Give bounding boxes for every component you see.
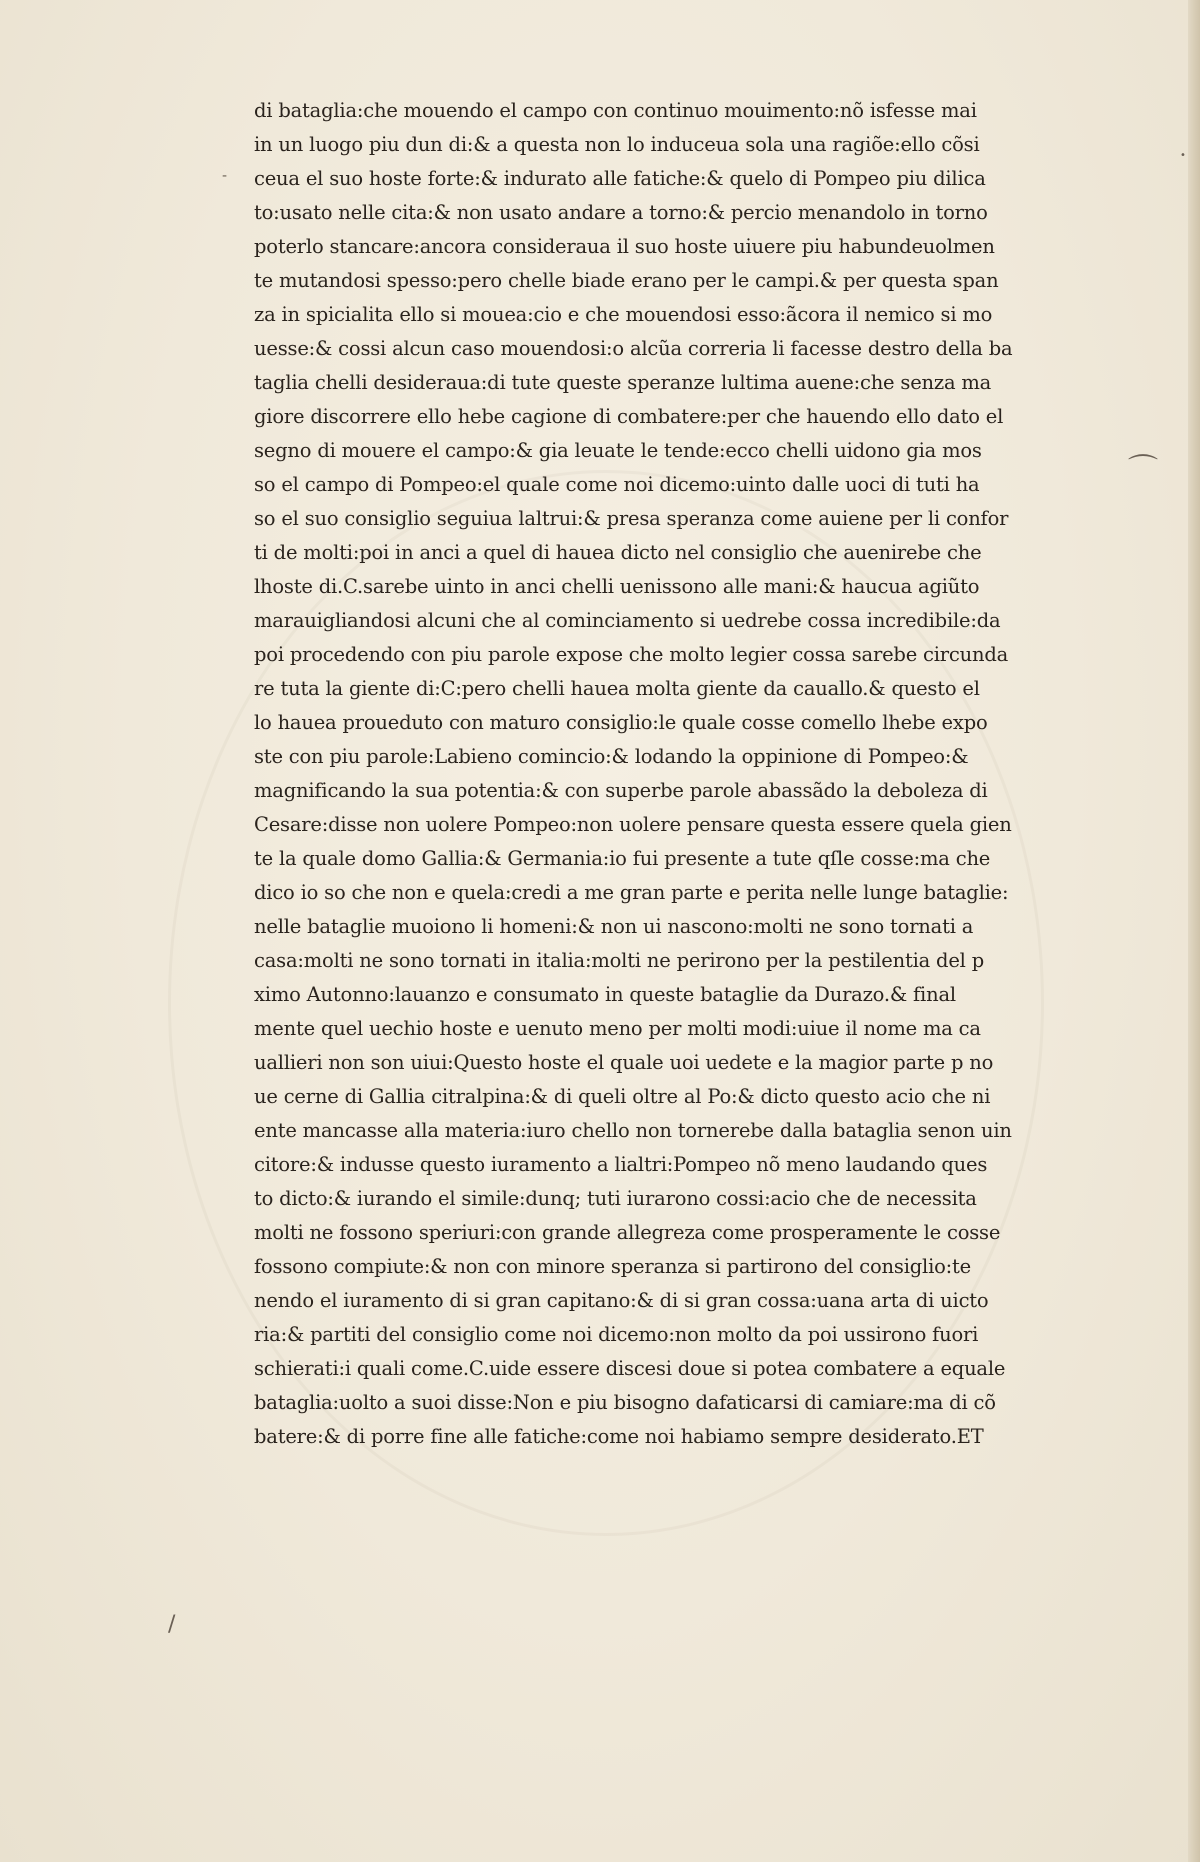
text-line: molti ne fossono speriuri:con grande allegreza come prosperamente le cosse [254,1221,1001,1244]
margin-stroke-mark: / [168,1612,176,1637]
text-line: Cesare:disse non uolere Pompeo:non uolere pensare questa essere quela gien [254,813,1012,836]
text-line: di bataglia:che mouendo el campo con continuo mouimento:nõ isfesse mai [254,99,977,122]
text-line: magnificando la sua potentia:& con superbe parole abassãdo la deboleza di [254,779,988,802]
text-line: schierati:i quali come.C.uide essere discesi doue si potea combatere a equale [254,1357,1006,1380]
margin-dot-mark: • [1180,150,1186,161]
margin-tick-mark: ‐ [222,168,228,184]
text-line: uallieri non son uiui:Questo hoste el quale uoi uedete e la magior parte p no [254,1051,994,1074]
text-line: nelle bataglie muoiono li homeni:& non ui nascono:molti ne sono tornati a [254,915,974,938]
text-line: to dicto:& iurando el simile:dunq; tuti iurarono cossi:acio che de necessita [254,1187,977,1210]
text-line: nendo el iuramento di si gran capitano:& di si gran cossa:uana arta di uicto [254,1289,989,1312]
text-line: so el campo di Pompeo:el quale come noi dicemo:uinto dalle uoci di tuti ha [254,473,980,496]
text-line: te mutandosi spesso:pero chelle biade erano per le campi.& per questa span [254,269,999,292]
text-line: giore discorrere ello hebe cagione di combatere:per che hauendo ello dato el [254,405,1004,428]
text-line: in un luogo piu dun di:& a questa non lo induceua sola una ragiõe:ello cõsi [254,133,980,156]
text-line: lhoste di.C.sarebe uinto in anci chelli uenissono alle mani:& haucua agiũto [254,575,980,598]
text-line: batere:& di porre fine alle fatiche:come noi habiamo sempre desiderato.ET [254,1425,984,1448]
text-line: taglia chelli desideraua:di tute queste speranze lultima auene:che senza ma [254,371,992,394]
margin-flourish-mark: ⌒ [1128,453,1158,488]
text-line: lo hauea proueduto con maturo consiglio:le quale cosse comello lhebe expo [254,711,988,734]
text-line: bataglia:uolto a suoi disse:Non e piu bisogno dafaticarsi di camiare:ma di cõ [254,1391,996,1414]
text-line: fossono compiute:& non con minore speranza si partirono del consiglio:te [254,1255,972,1278]
text-line: dico io so che non e quela:credi a me gran parte e perita nelle lunge bataglie: [254,881,1009,904]
text-line: casa:molti ne sono tornati in italia:molti ne perirono per la pestilentia del p [254,949,984,972]
text-line: za in spicialita ello si mouea:cio e che mouendosi esso:ãcora il nemico si mo [254,303,993,326]
text-line: ente mancasse alla materia:iuro chello non tornerebe dalla bataglia senon uin [254,1119,1012,1142]
text-line: ximo Autonno:lauanzo e consumato in queste bataglie da Durazo.& final [254,983,956,1006]
text-line: re tuta la giente di:C:pero chelli hauea molta giente da cauallo.& questo el [254,677,980,700]
text-line: ti de molti:poi in anci a quel di hauea dicto nel consiglio che auenirebe che [254,541,982,564]
text-line: to:usato nelle cita:& non usato andare a torno:& percio menandolo in torno [254,201,988,224]
text-line: ste con piu parole:Labieno comincio:& lodando la oppinione di Pompeo:& [254,745,969,768]
text-line: mente quel uechio hoste e uenuto meno per molti modi:uiue il nome ma ca [254,1017,981,1040]
text-line: ceua el suo hoste forte:& indurato alle fatiche:& quelo di Pompeo piu dilica [254,167,986,190]
text-line: citore:& indusse questo iuramento a lialtri:Pompeo nõ meno laudando ques [254,1153,988,1176]
text-line: ria:& partiti del consiglio come noi dicemo:non molto da poi ussirono fuori [254,1323,979,1346]
page-gutter-edge [1188,0,1200,1862]
text-line: marauigliandosi alcuni che al cominciamento si uedrebe cossa incredibile:da [254,609,1001,632]
text-line: segno di mouere el campo:& gia leuate le tende:ecco chelli uidono gia mos [254,439,982,462]
text-line: ue cerne di Gallia citralpina:& di queli oltre al Po:& dicto questo acio che ni [254,1085,991,1108]
text-line: te la quale domo Gallia:& Germania:io fui presente a tute qſle cosse:ma che [254,847,991,870]
text-column [254,94,1114,1454]
text-line: uesse:& cossi alcun caso mouendosi:o alcũa correria li facesse destro della ba [254,337,1013,360]
text-line: poterlo stancare:ancora consideraua il suo hoste uiuere piu habundeuolmen [254,235,995,258]
text-line: poi procedendo con piu parole expose che molto legier cossa sarebe circunda [254,643,1009,666]
text-line: so el suo consiglio seguiua laltrui:& presa speranza come auiene per li confor [254,507,1009,530]
